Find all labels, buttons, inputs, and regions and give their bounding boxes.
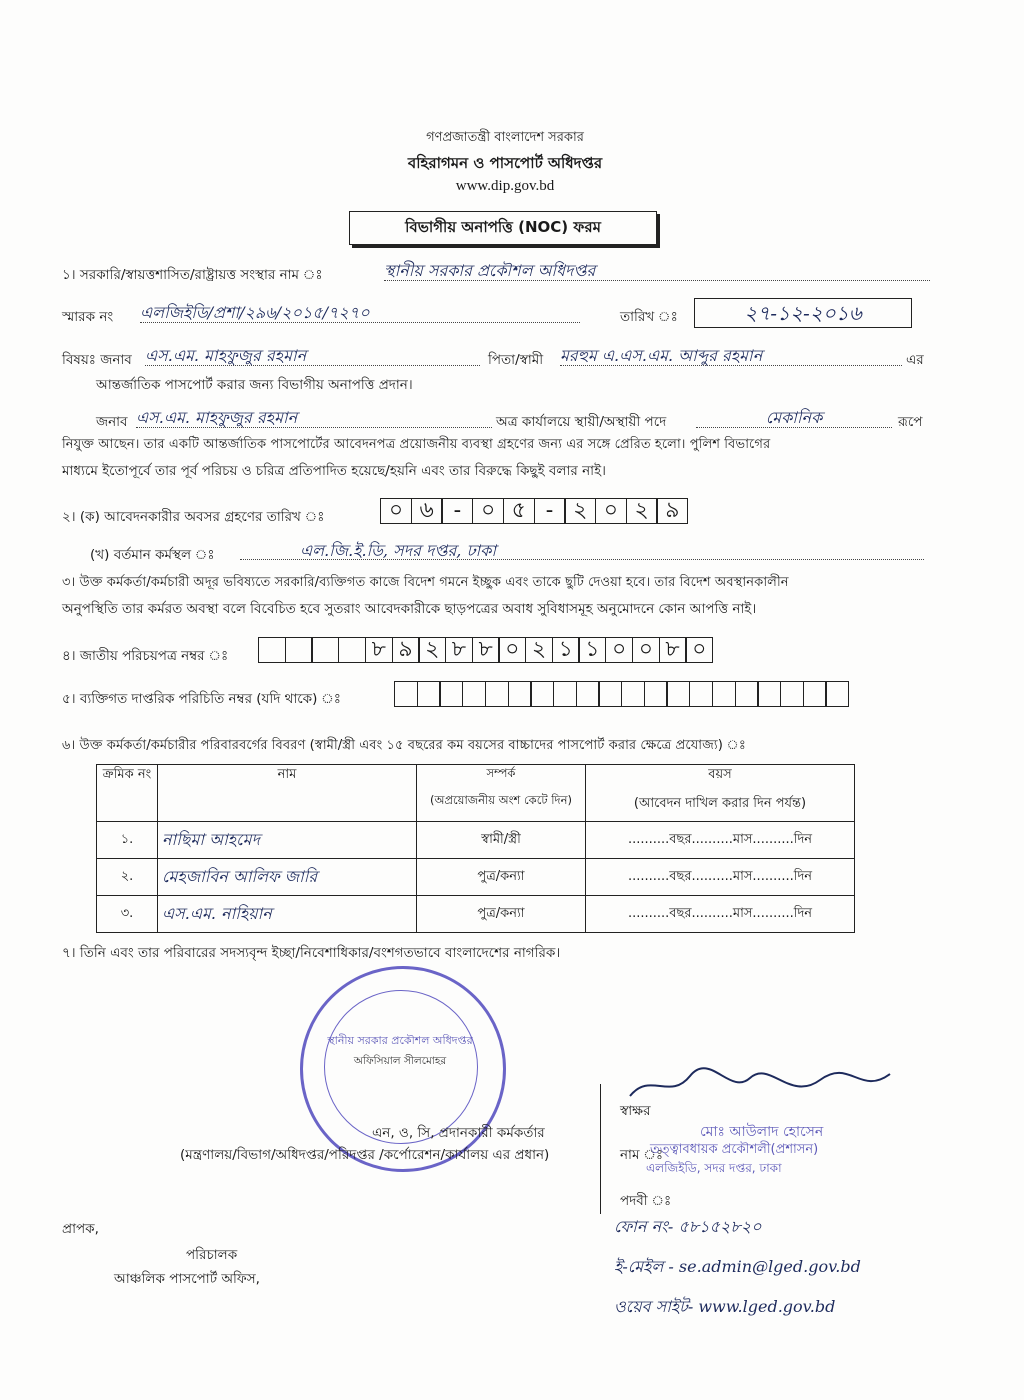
retire-digit: -: [441, 498, 473, 524]
age-header: বয়স (আবেদন দাখিল করার দিন পর্যন্ত): [586, 765, 855, 822]
officer-phone: ফোন নং- ৫৮১৫২৮২০: [614, 1217, 762, 1236]
officer-subtitle: (মন্ত্রণালয়/বিভাগ/অধিদপ্তর/পরিদপ্তর /কর্পোরেশন/কার্যালয় এর প্রধান): [180, 1147, 550, 1163]
subject-name: এস.এম. মাহফুজুর রহমান: [145, 343, 480, 366]
gov-title: গণপ্রজাতন্ত্রী বাংলাদেশ সরকার: [426, 130, 584, 145]
item3-line2: অনুপস্থিতি তার কর্মরত অবস্থা বলে বিবেচিত হবে সুতরাং আবেদকারীকে ছাড়পত্রের অবাধ সুবিধাসমূহ অনুমোদনে কোন আপত্তি নাই।: [62, 601, 757, 617]
citizenship-statement: ৭। তিনি এবং তার পরিবারের সদস্যবৃন্দ ইচ্ছা/নিবেশাধিকার/বংশগতভাবে বাংলাদেশের নাগরিক।: [62, 945, 561, 961]
nid-digit: ৮: [659, 637, 687, 663]
officer-office-stamp: এলজিইডি, সদর দপ্তর, ঢাকা: [646, 1161, 782, 1175]
er-suffix: এর: [906, 352, 924, 368]
officer-name-stamp: মোঃ আউলাদ হোসেন: [700, 1124, 824, 1140]
nid-digit: [285, 637, 313, 663]
para-rupe: রূপে: [898, 414, 923, 430]
father-value: মরহুম এ.এস.এম. আব্দুর রহমান: [560, 343, 902, 366]
nid-digit: [258, 637, 286, 663]
nid-digit: [338, 637, 366, 663]
para-name: এস.এম. মাহফুজুর রহমান: [136, 405, 492, 428]
officer-designation-stamp: তত্ত্বাবধায়ক প্রকৌশলী(প্রশাসন): [650, 1142, 819, 1157]
item3-line1: ৩। উক্ত কর্মকর্তা/কর্মচারী অদূর ভবিষ্যতে সরকারি/ব্যক্তিগত কাজে বিদেশ গমনে ইচ্ছুক এবং তাকে ছুটি দেওয়া হবে। তার বিদেশ অবস্থানকালীন: [62, 575, 789, 590]
date-value: ২৭-১২-২০১৬: [694, 298, 912, 328]
subject-label: বিষয়ঃ জনাব: [62, 352, 132, 368]
family-table: [96, 764, 855, 933]
workplace-value: এল.জি.ই.ডি, সদর দপ্তর, ঢাকা: [240, 538, 924, 560]
father-label: পিতা/স্বামী: [488, 352, 544, 368]
serial-header: ক্রমিক নং: [97, 765, 158, 822]
seal-inner-text: অফিসিয়াল সীলমোহর: [353, 1055, 447, 1067]
family-label: ৬। উক্ত কর্মকর্তা/কর্মচারীর পরিবারবর্গের বিবরণ (স্বামী/স্ত্রী এবং ১৫ বছরের কম বয়সের বাচ্চাদের পাসপোর্ট করার ক্ষেত্রে প্রযোজ্য) ঃ: [62, 738, 746, 753]
para-office: অত্র কার্যালয়ে স্থায়ী/অস্থায়ী পদে: [496, 414, 667, 430]
nid-boxes: [258, 637, 712, 663]
table-row: ১. নাছিমা আহমেদ স্বামী/স্ত্রী ..........বছর..........মাস..........দিন: [97, 822, 855, 859]
memo-label: স্মারক নং: [62, 309, 114, 325]
workplace-label: (খ) বর্তমান কর্মস্থল ঃ: [90, 547, 215, 563]
date-label: তারিখ ঃ: [620, 309, 678, 325]
recipient-to: প্রাপক,: [62, 1221, 99, 1237]
nid-digit: ০: [685, 637, 713, 663]
org-value: স্থানীয় সরকার প্রকৌশল অধিদপ্তর: [384, 258, 930, 281]
recipient-title: পরিচালক: [186, 1247, 238, 1263]
retire-digit: ৬: [411, 498, 443, 524]
recipient-office: আঞ্চলিক পাসপোর্ট অফিস,: [114, 1271, 260, 1287]
personal-id-label: ৫। ব্যক্তিগত দাপ্তরিক পরিচিতি নম্বর (যদি থাকে) ঃ: [62, 691, 341, 707]
retire-digit: -: [534, 498, 566, 524]
officer-title: এন, ও, সি, প্রদানকারী কর্মকর্তার: [372, 1125, 545, 1141]
nid-digit: ০: [498, 637, 526, 663]
retire-digit: ২: [564, 498, 596, 524]
nid-digit: ৮: [445, 637, 473, 663]
nid-digit: ৮: [365, 637, 393, 663]
officer-email: ই-মেইল - se.admin@lged.gov.bd: [614, 1257, 861, 1276]
sign-divider: [600, 1084, 601, 1214]
table-row: ২. মেহজাবিন আলিফ জারি পুত্র/কন্যা ..........বছর..........মাস..........দিন: [97, 859, 855, 896]
para-post: মেকানিক: [696, 405, 892, 428]
seal-outer-text: স্থানীয় সরকার প্রকৌশল অধিদপ্তর: [327, 1034, 473, 1047]
nid-digit: ০: [605, 637, 633, 663]
form-title: বিভাগীয় অনাপত্তি (NOC) ফরম: [349, 211, 657, 245]
memo-value: এলজিইডি/প্রশা/২৯৬/২০১৫/৭২৭০: [140, 300, 580, 323]
nid-digit: ৯: [392, 637, 420, 663]
nid-digit: ০: [632, 637, 660, 663]
nid-digit: ১: [578, 637, 606, 663]
retire-date-boxes: [380, 498, 687, 524]
name-header: নাম: [158, 765, 417, 822]
para-line2: নিযুক্ত আছেন। তার একটি আন্তর্জাতিক পাসপোর্টের আবেদনপত্র প্রয়োজনীয় ব্যবস্থা গ্রহণের জন্য এর সঙ্গে প্রেরিত হলো। পুলিশ বিভাগের: [62, 437, 771, 452]
retire-digit: ২: [626, 498, 658, 524]
nid-digit: ২: [525, 637, 553, 663]
retire-label: ২। (ক) আবেদনকারীর অবসর গ্রহণের তারিখ ঃ: [62, 509, 325, 525]
para-line3: মাধ্যমে ইতোপূর্বে তার পূর্ব পরিচয় ও চরিত্র প্রতিপাদিত হয়েছে/হয়নি এবং তার বিরুদ্ধে কিছুই বলার নাই।: [62, 463, 606, 479]
retire-digit: ০: [595, 498, 627, 524]
retire-digit: ০: [472, 498, 504, 524]
signature: [610, 1066, 920, 1106]
nid-digit: ৮: [472, 637, 500, 663]
personal-id-boxes: [394, 681, 848, 707]
nid-label: ৪। জাতীয় পরিচয়পত্র নম্বর ঃ: [62, 648, 229, 664]
name-label: নাম ঃ: [620, 1147, 664, 1163]
nid-digit: ১: [552, 637, 580, 663]
department-title: বহিরাগমন ও পাসপোর্ট অধিদপ্তর: [407, 154, 603, 172]
website: www.dip.gov.bd: [455, 178, 555, 194]
relation-header: সম্পর্ক (অপ্রয়োজনীয় অংশ কেটে দিন): [417, 765, 586, 822]
sign-label: স্বাক্ষর: [620, 1103, 651, 1119]
post-label: পদবী ঃ: [620, 1193, 672, 1209]
retire-digit: ৫: [503, 498, 535, 524]
officer-website: ওয়েব সাইট- www.lged.gov.bd: [614, 1297, 836, 1316]
retire-digit: ৯: [656, 498, 688, 524]
subject-line2: আন্তর্জাতিক পাসপোর্ট করার জন্য বিভাগীয় অনাপত্তি প্রদান।: [96, 377, 413, 393]
retire-digit: ০: [380, 498, 412, 524]
para-janab: জনাব: [96, 414, 128, 430]
nid-digit: ২: [418, 637, 446, 663]
org-label: ১। সরকারি/স্বায়ত্তশাসিত/রাষ্ট্রায়ত্ত সংস্থার নাম ঃ: [62, 267, 323, 283]
table-row: ৩. এস.এম. নাহিয়ান পুত্র/কন্যা ..........বছর..........মাস..........দিন: [97, 896, 855, 933]
nid-digit: [311, 637, 339, 663]
